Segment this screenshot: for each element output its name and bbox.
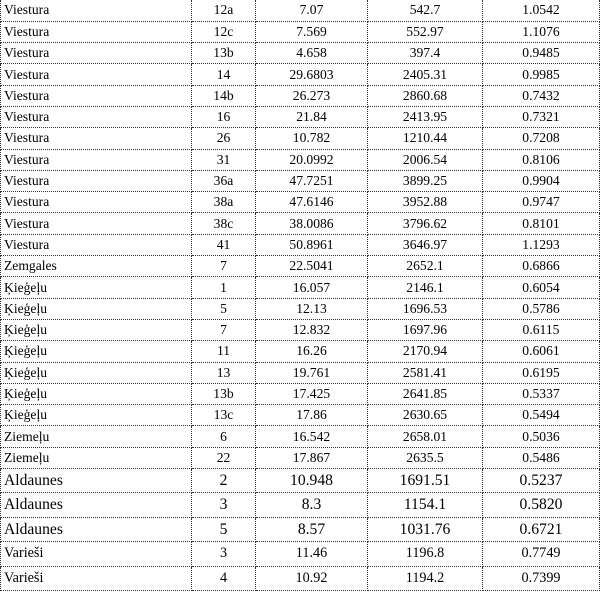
- table-row: [1, 298, 600, 319]
- house-number-cell: 38c: [192, 213, 256, 234]
- value-1-cell: 16.057: [256, 277, 368, 298]
- table-row: [1, 405, 600, 426]
- house-number-cell: 36a: [192, 170, 256, 191]
- value-2-cell: 2641.85: [368, 383, 483, 404]
- value-3-cell: 1.1293: [483, 234, 600, 255]
- street-cell: Ķieģeļu: [1, 405, 192, 426]
- house-number-cell: 5: [192, 517, 256, 541]
- value-1-cell: 16.26: [256, 341, 368, 362]
- street-cell: Ķieģeļu: [1, 383, 192, 404]
- value-3-cell: 0.9985: [483, 64, 600, 85]
- value-2-cell: 1194.2: [368, 566, 483, 590]
- house-number-cell: 41: [192, 234, 256, 255]
- value-2-cell: 2658.01: [368, 426, 483, 447]
- value-1-cell: 22.5041: [256, 256, 368, 277]
- value-2-cell: 2652.1: [368, 256, 483, 277]
- street-cell: Viestura: [1, 170, 192, 191]
- house-number-cell: 7: [192, 319, 256, 340]
- value-3-cell: 0.5237: [483, 469, 600, 493]
- value-3-cell: 0.5820: [483, 493, 600, 517]
- street-cell: Viestura: [1, 85, 192, 106]
- value-3-cell: 0.7208: [483, 128, 600, 149]
- value-2-cell: 1697.96: [368, 319, 483, 340]
- table-row: [1, 447, 600, 468]
- value-3-cell: 0.7432: [483, 85, 600, 106]
- value-3-cell: 0.5786: [483, 298, 600, 319]
- table-row: [1, 426, 600, 447]
- house-number-cell: 2: [192, 469, 256, 493]
- value-3-cell: 0.5494: [483, 405, 600, 426]
- value-1-cell: 12.832: [256, 319, 368, 340]
- value-3-cell: 0.6195: [483, 362, 600, 383]
- table-row: [1, 64, 600, 85]
- value-1-cell: 38.0086: [256, 213, 368, 234]
- value-1-cell: 11.46: [256, 542, 368, 566]
- table-row: [1, 0, 600, 21]
- value-3-cell: 0.6721: [483, 517, 600, 541]
- street-cell: Viestura: [1, 43, 192, 64]
- value-2-cell: 3952.88: [368, 192, 483, 213]
- value-2-cell: 1691.51: [368, 469, 483, 493]
- value-2-cell: 3899.25: [368, 170, 483, 191]
- table-row: [1, 383, 600, 404]
- value-1-cell: 26.273: [256, 85, 368, 106]
- value-1-cell: 50.8961: [256, 234, 368, 255]
- value-3-cell: 0.5337: [483, 383, 600, 404]
- value-2-cell: 2630.65: [368, 405, 483, 426]
- value-2-cell: 3646.97: [368, 234, 483, 255]
- street-cell: Ziemeļu: [1, 447, 192, 468]
- value-1-cell: 10.92: [256, 566, 368, 590]
- value-1-cell: 12.13: [256, 298, 368, 319]
- value-3-cell: 1.0542: [483, 0, 600, 21]
- value-3-cell: 0.7399: [483, 566, 600, 590]
- house-number-cell: 12a: [192, 0, 256, 21]
- value-2-cell: 2405.31: [368, 64, 483, 85]
- house-number-cell: 14b: [192, 85, 256, 106]
- street-cell: Viestura: [1, 234, 192, 255]
- value-3-cell: 0.7749: [483, 542, 600, 566]
- value-1-cell: 10.782: [256, 128, 368, 149]
- house-number-cell: 22: [192, 447, 256, 468]
- value-2-cell: 1031.76: [368, 517, 483, 541]
- value-3-cell: 0.6866: [483, 256, 600, 277]
- table-row: [1, 192, 600, 213]
- value-2-cell: 1154.1: [368, 493, 483, 517]
- house-number-cell: 12c: [192, 21, 256, 42]
- street-cell: Viestura: [1, 64, 192, 85]
- value-2-cell: 2170.94: [368, 341, 483, 362]
- value-2-cell: 3796.62: [368, 213, 483, 234]
- value-2-cell: 552.97: [368, 21, 483, 42]
- table-row: [1, 517, 600, 541]
- table-row: [1, 43, 600, 64]
- value-1-cell: 17.86: [256, 405, 368, 426]
- table-row: [1, 85, 600, 106]
- table-row: [1, 170, 600, 191]
- value-2-cell: 2146.1: [368, 277, 483, 298]
- house-number-cell: 7: [192, 256, 256, 277]
- house-number-cell: 14: [192, 64, 256, 85]
- street-cell: Ķieģeļu: [1, 319, 192, 340]
- value-3-cell: 0.6054: [483, 277, 600, 298]
- value-3-cell: 0.5486: [483, 447, 600, 468]
- value-1-cell: 4.658: [256, 43, 368, 64]
- table-row: [1, 106, 600, 127]
- house-number-cell: 13b: [192, 383, 256, 404]
- value-1-cell: 17.867: [256, 447, 368, 468]
- street-cell: Varieši: [1, 566, 192, 590]
- table-row: [1, 542, 600, 566]
- value-3-cell: 0.5036: [483, 426, 600, 447]
- street-cell: Ķieģeļu: [1, 362, 192, 383]
- street-cell: Viestura: [1, 128, 192, 149]
- value-1-cell: 16.542: [256, 426, 368, 447]
- value-2-cell: 1196.8: [368, 542, 483, 566]
- value-2-cell: 542.7: [368, 0, 483, 21]
- value-1-cell: 20.0992: [256, 149, 368, 170]
- value-2-cell: 1210.44: [368, 128, 483, 149]
- value-1-cell: 29.6803: [256, 64, 368, 85]
- table-row: [1, 362, 600, 383]
- table-row: [1, 469, 600, 493]
- value-3-cell: 0.9747: [483, 192, 600, 213]
- value-2-cell: 2635.5: [368, 447, 483, 468]
- value-1-cell: 8.3: [256, 493, 368, 517]
- street-cell: Zemgales: [1, 256, 192, 277]
- table-row: [1, 341, 600, 362]
- table-body: [1, 0, 600, 590]
- value-2-cell: 397.4: [368, 43, 483, 64]
- street-cell: Ķieģeļu: [1, 277, 192, 298]
- house-number-cell: 26: [192, 128, 256, 149]
- value-3-cell: 0.7321: [483, 106, 600, 127]
- value-1-cell: 7.569: [256, 21, 368, 42]
- table-row: [1, 213, 600, 234]
- value-1-cell: 10.948: [256, 469, 368, 493]
- house-number-cell: 5: [192, 298, 256, 319]
- street-cell: Viestura: [1, 106, 192, 127]
- value-1-cell: 7.07: [256, 0, 368, 21]
- street-cell: Aldaunes: [1, 493, 192, 517]
- street-cell: Viestura: [1, 213, 192, 234]
- value-1-cell: 19.761: [256, 362, 368, 383]
- street-cell: Ķieģeļu: [1, 298, 192, 319]
- street-cell: Viestura: [1, 192, 192, 213]
- value-3-cell: 0.9904: [483, 170, 600, 191]
- house-number-cell: 6: [192, 426, 256, 447]
- value-1-cell: 8.57: [256, 517, 368, 541]
- table-row: [1, 256, 600, 277]
- table-row: [1, 234, 600, 255]
- value-2-cell: 2860.68: [368, 85, 483, 106]
- value-3-cell: 0.8106: [483, 149, 600, 170]
- value-3-cell: 0.8101: [483, 213, 600, 234]
- house-number-cell: 13: [192, 362, 256, 383]
- table-row: [1, 493, 600, 517]
- value-3-cell: 0.6115: [483, 319, 600, 340]
- table-row: [1, 319, 600, 340]
- house-number-cell: 13c: [192, 405, 256, 426]
- table-row: [1, 149, 600, 170]
- value-1-cell: 47.7251: [256, 170, 368, 191]
- house-number-cell: 3: [192, 493, 256, 517]
- value-2-cell: 2006.54: [368, 149, 483, 170]
- house-number-cell: 4: [192, 566, 256, 590]
- street-cell: Viestura: [1, 149, 192, 170]
- table-row: [1, 21, 600, 42]
- street-cell: Aldaunes: [1, 469, 192, 493]
- house-number-cell: 31: [192, 149, 256, 170]
- value-2-cell: 2581.41: [368, 362, 483, 383]
- street-cell: Ziemeļu: [1, 426, 192, 447]
- house-number-cell: 38a: [192, 192, 256, 213]
- value-2-cell: 1696.53: [368, 298, 483, 319]
- house-number-cell: 11: [192, 341, 256, 362]
- value-2-cell: 2413.95: [368, 106, 483, 127]
- value-3-cell: 0.6061: [483, 341, 600, 362]
- table-row: [1, 566, 600, 590]
- house-number-cell: 3: [192, 542, 256, 566]
- street-cell: Varieši: [1, 542, 192, 566]
- value-3-cell: 0.9485: [483, 43, 600, 64]
- value-1-cell: 47.6146: [256, 192, 368, 213]
- table-row: [1, 277, 600, 298]
- value-1-cell: 17.425: [256, 383, 368, 404]
- street-cell: Viestura: [1, 21, 192, 42]
- street-cell: Ķieģeļu: [1, 341, 192, 362]
- street-cell: Viestura: [1, 0, 192, 21]
- value-1-cell: 21.84: [256, 106, 368, 127]
- table-row: [1, 128, 600, 149]
- house-number-cell: 13b: [192, 43, 256, 64]
- house-number-cell: 16: [192, 106, 256, 127]
- street-cell: Aldaunes: [1, 517, 192, 541]
- value-3-cell: 1.1076: [483, 21, 600, 42]
- house-number-cell: 1: [192, 277, 256, 298]
